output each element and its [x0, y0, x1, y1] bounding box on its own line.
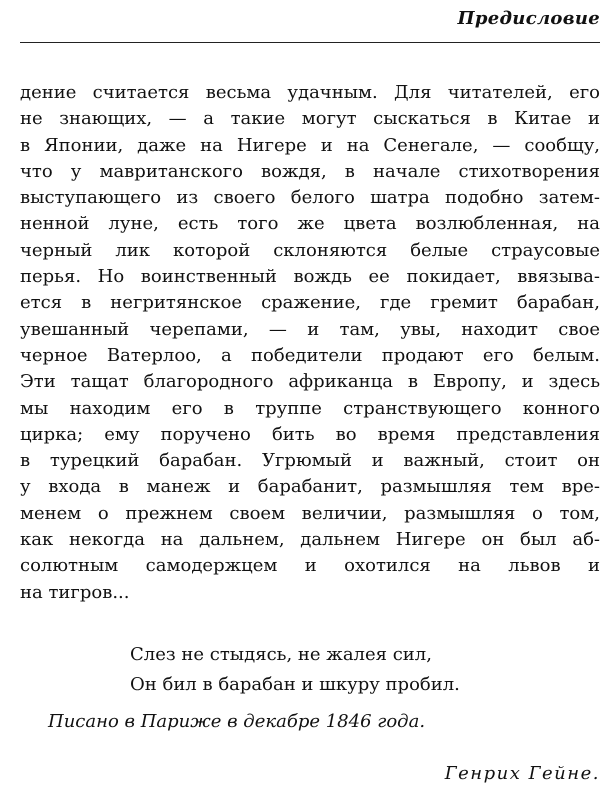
text-line: ется в негритянское сражение, где гремит барабан,	[20, 292, 600, 314]
text-line: выступающего из своего белого шатра подобно затем-	[20, 187, 600, 209]
verse-quote	[130, 640, 460, 700]
verse-line: Слез не стыдясь, не жалея сил,	[130, 644, 432, 665]
text-line: увешанный черепами, — и там, увы, находит свое	[20, 318, 600, 340]
text-line: как некогда на дальнем, дальнем Нигере он был аб-	[20, 529, 600, 551]
text-line: дение считается весьма удачным. Для читателей, его	[20, 82, 600, 103]
text-line: ненной луне, есть того же цвета возлюбленная, на	[20, 213, 600, 235]
text-line: в турецкий барабан. Угрюмый и важный, стоит он	[20, 450, 600, 472]
text-line: менем о прежнем своем величии, размышляя о том,	[20, 502, 600, 524]
text-line: в Японии, даже на Нигере и на Сенегале, — сообщу,	[20, 134, 600, 156]
text-line: мы находим его в труппе странствующего конного	[20, 397, 600, 419]
text-line: солютным самодержцем и охотился на львов и	[20, 555, 600, 577]
text-line: черный лик которой склоняются белые страусовые	[20, 239, 600, 261]
text-line: черное Ватерлоо, а победители продают его белым.	[20, 344, 600, 366]
text-line: у входа в манеж и барабанит, размышляя тем вре-	[20, 476, 600, 498]
header-rule	[20, 42, 600, 43]
text-line: не знающих, — а такие могут сыскаться в Китае и	[20, 108, 600, 130]
dateline: Писано в Париже в декабре 1846 года.	[48, 711, 426, 732]
text-line: цирка; ему поручено бить во время представления	[20, 423, 600, 445]
text-line: что у мавританского вождя, в начале стихотворения	[20, 160, 600, 182]
text-line: на тигров...	[20, 581, 130, 603]
running-title: Предисловие	[457, 8, 600, 29]
body-paragraph	[20, 80, 600, 606]
text-line: перья. Но воинственный вождь ее покидает, ввязыва-	[20, 266, 600, 288]
author-signature: Генрих Гейне.	[444, 763, 600, 784]
verse-line: Он бил в барабан и шкуру пробил.	[130, 674, 460, 695]
text-line: Эти тащат благородного африканца в Европу, и здесь	[20, 371, 600, 393]
